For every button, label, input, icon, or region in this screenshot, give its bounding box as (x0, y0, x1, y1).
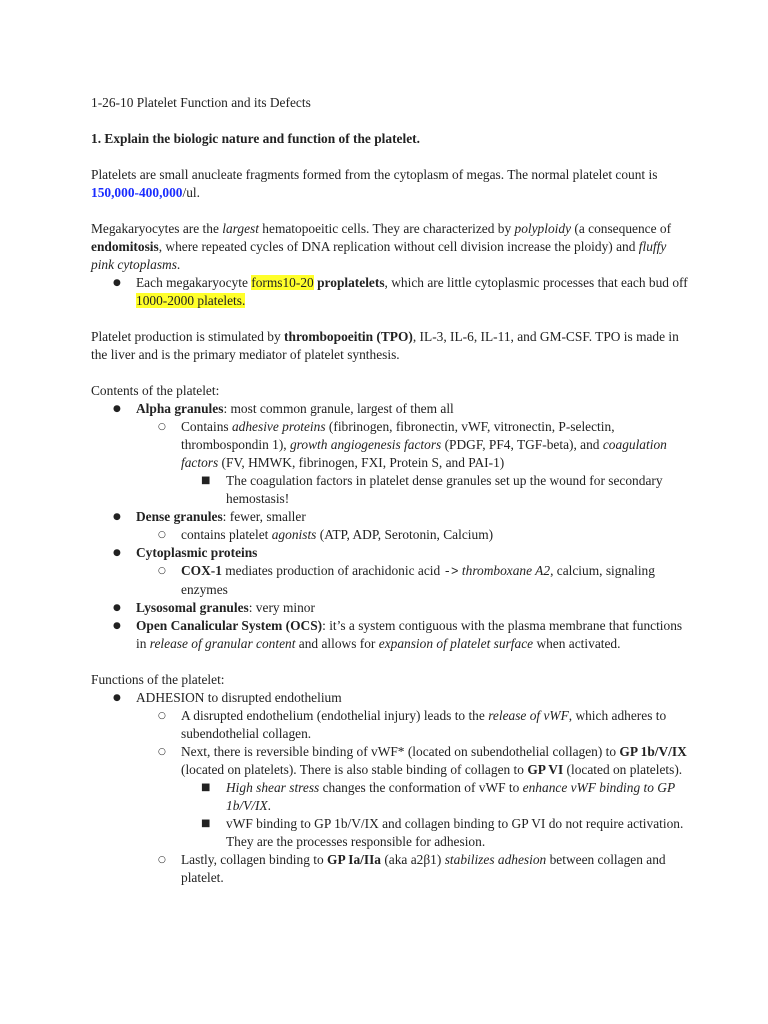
bullet-marker: ● (113, 693, 121, 703)
question-heading: 1. Explain the biologic nature and function of the platelet. (91, 131, 420, 146)
list-item-ocs: ● Open Canalicular System (OCS): it’s a system contiguous with the plasma membrane that functions in release of granular content and allows for expansion of platelet surface when activated. (113, 618, 683, 651)
list-item: ○ Lastly, collagen binding to GP Ia/IIa (aka a2β1) stabilizes adhesion between collagen and platelet. (158, 852, 666, 885)
paragraph-tpo: Platelet production is stimulated by thrombopoeitin (TPO), IL-3, IL-6, IL-11, and GM-CSF. TPO is made in the liver and is the primary mediator of platelet synthesis. (91, 329, 679, 362)
highlight: forms10-20 (251, 275, 314, 290)
circle-marker: ○ (158, 747, 166, 757)
bullet-marker: ● (113, 512, 121, 522)
list-item: ○ COX-1 mediates production of arachidonic acid -> thromboxane A2, calcium, signaling enzymes (158, 563, 655, 597)
bullet-marker: ● (113, 548, 121, 558)
list-item: ○ Next, there is reversible binding of vWF* (located on subendothelial collagen) to GP 1b/V/IX (located on platelets). There is also stable binding of collagen to GP VI (located on platelets). ■ High shear stress changes the conformation of vWF to enhance vWF binding to GP 1b/V/IX. ■ vWF binding to GP 1b/V/IX and collagen binding to GP VI do not require activation. They are the processes responsible for adhesion. (136, 743, 691, 851)
highlight: 1000-2000 platelets. (136, 293, 246, 308)
document-body (91, 94, 691, 887)
list-item-alpha: ● Alpha granules: most common granule, largest of them all ○ Contains adhesive proteins (fibrinogen, fibronectin, vWF, vitronectin, P-selectin, thrombospondin 1), growth angiogenesis factors (PDGF, PF4, TGF-beta), and coagulation factors (FV, HMWK, fibrinogen, FXI, Protein S, and PAI-1) ■ The coagulation factors in platelet dense granules set up the wound for secondary hemostasis! (91, 400, 691, 508)
circle-marker: ○ (158, 855, 166, 865)
list-item-lysosomal: ● Lysosomal granules: very minor (113, 600, 315, 615)
square-marker: ■ (201, 782, 211, 793)
list-item: ● Each megakaryocyte forms10-20 proplatelets, which are little cytoplasmic processes that each bud off 1000-2000 platelets. (113, 275, 688, 308)
list-item: ■ The coagulation factors in platelet dense granules set up the wound for secondary hemostasis! (201, 473, 663, 506)
list-item: ■ High shear stress changes the conformation of vWF to enhance vWF binding to GP 1b/V/IX. (201, 780, 675, 813)
list-item: ○ A disrupted endothelium (endothelial injury) leads to the release of vWF, which adheres to subendothelial collagen. (158, 708, 667, 741)
circle-marker: ○ (158, 422, 166, 432)
functions-heading: Functions of the platelet: (91, 672, 225, 687)
page-title: 1-26-10 Platelet Function and its Defects (91, 95, 311, 110)
list-item: ○ Contains adhesive proteins (fibrinogen, fibronectin, vWF, vitronectin, P-selectin, thrombospondin 1), growth angiogenesis factors (PDGF, PF4, TGF-beta), and coagulation factors (FV, HMWK, fibrinogen, FXI, Protein S, and PAI-1) ■ The coagulation factors in platelet dense granules set up the wound for secondary hemostasis! (136, 418, 691, 508)
circle-marker: ○ (158, 711, 166, 721)
square-marker: ■ (201, 818, 211, 829)
bullet-marker: ● (113, 404, 121, 414)
bullet-marker: ● (113, 278, 121, 288)
paragraph-platelets: Platelets are small anucleate fragments formed from the cytoplasm of megas. The normal platelet count is 150,000-400,000/ul. (91, 167, 658, 200)
square-marker: ■ (201, 475, 211, 486)
circle-marker: ○ (158, 566, 166, 576)
arrow-text: -> (443, 565, 459, 579)
paragraph-megakaryocytes: Megakaryocytes are the largest hematopoeitic cells. They are characterized by polyploidy (a consequence of endomitosis, where repeated cycles of DNA replication without cell division increase the ploidy) and fluffy pink cytoplasms. (91, 221, 672, 272)
bullet-marker: ● (113, 603, 121, 613)
functions-list (91, 689, 691, 887)
megakaryocyte-list (91, 274, 691, 310)
list-item: ■ vWF binding to GP 1b/V/IX and collagen binding to GP VI do not require activation. They are the processes responsible for adhesion. (201, 816, 684, 849)
circle-marker: ○ (158, 530, 166, 540)
list-item: ○ contains platelet agonists (ATP, ADP, Serotonin, Calcium) (158, 527, 494, 542)
platelet-count: 150,000-400,000 (91, 185, 183, 200)
contents-heading: Contents of the platelet: (91, 383, 220, 398)
list-item-adhesion: ● ADHESION to disrupted endothelium ○ A disrupted endothelium (endothelial injury) leads to the release of vWF, which adheres to subendothelial collagen. ○ Next, there is reversible binding of vWF* (located on subendothelial collagen) to GP 1b/V/IX (located on platelets). There is also stable binding of collagen to GP VI (located on platelets). ■ High shear stress changes the conformation of vWF to enhance vWF binding to GP 1b/V/IX. ■ vWF binding to GP 1b/V/IX and collagen binding to GP VI do not require activation. They are the processes responsible for adhesion. ○ Lastly, collagen binding to GP Ia/IIa (aka a2β1) stabilizes adhesion between collagen and platelet. (91, 689, 691, 887)
contents-list (91, 400, 691, 653)
bullet-marker: ● (113, 621, 121, 631)
list-item-dense: ● Dense granules: fewer, smaller ○ contains platelet agonists (ATP, ADP, Serotonin, Calcium) (91, 508, 691, 544)
list-item-cytoplasmic: ● Cytoplasmic proteins ○ COX-1 mediates production of arachidonic acid -> thromboxane A2, calcium, signaling enzymes (91, 544, 691, 599)
